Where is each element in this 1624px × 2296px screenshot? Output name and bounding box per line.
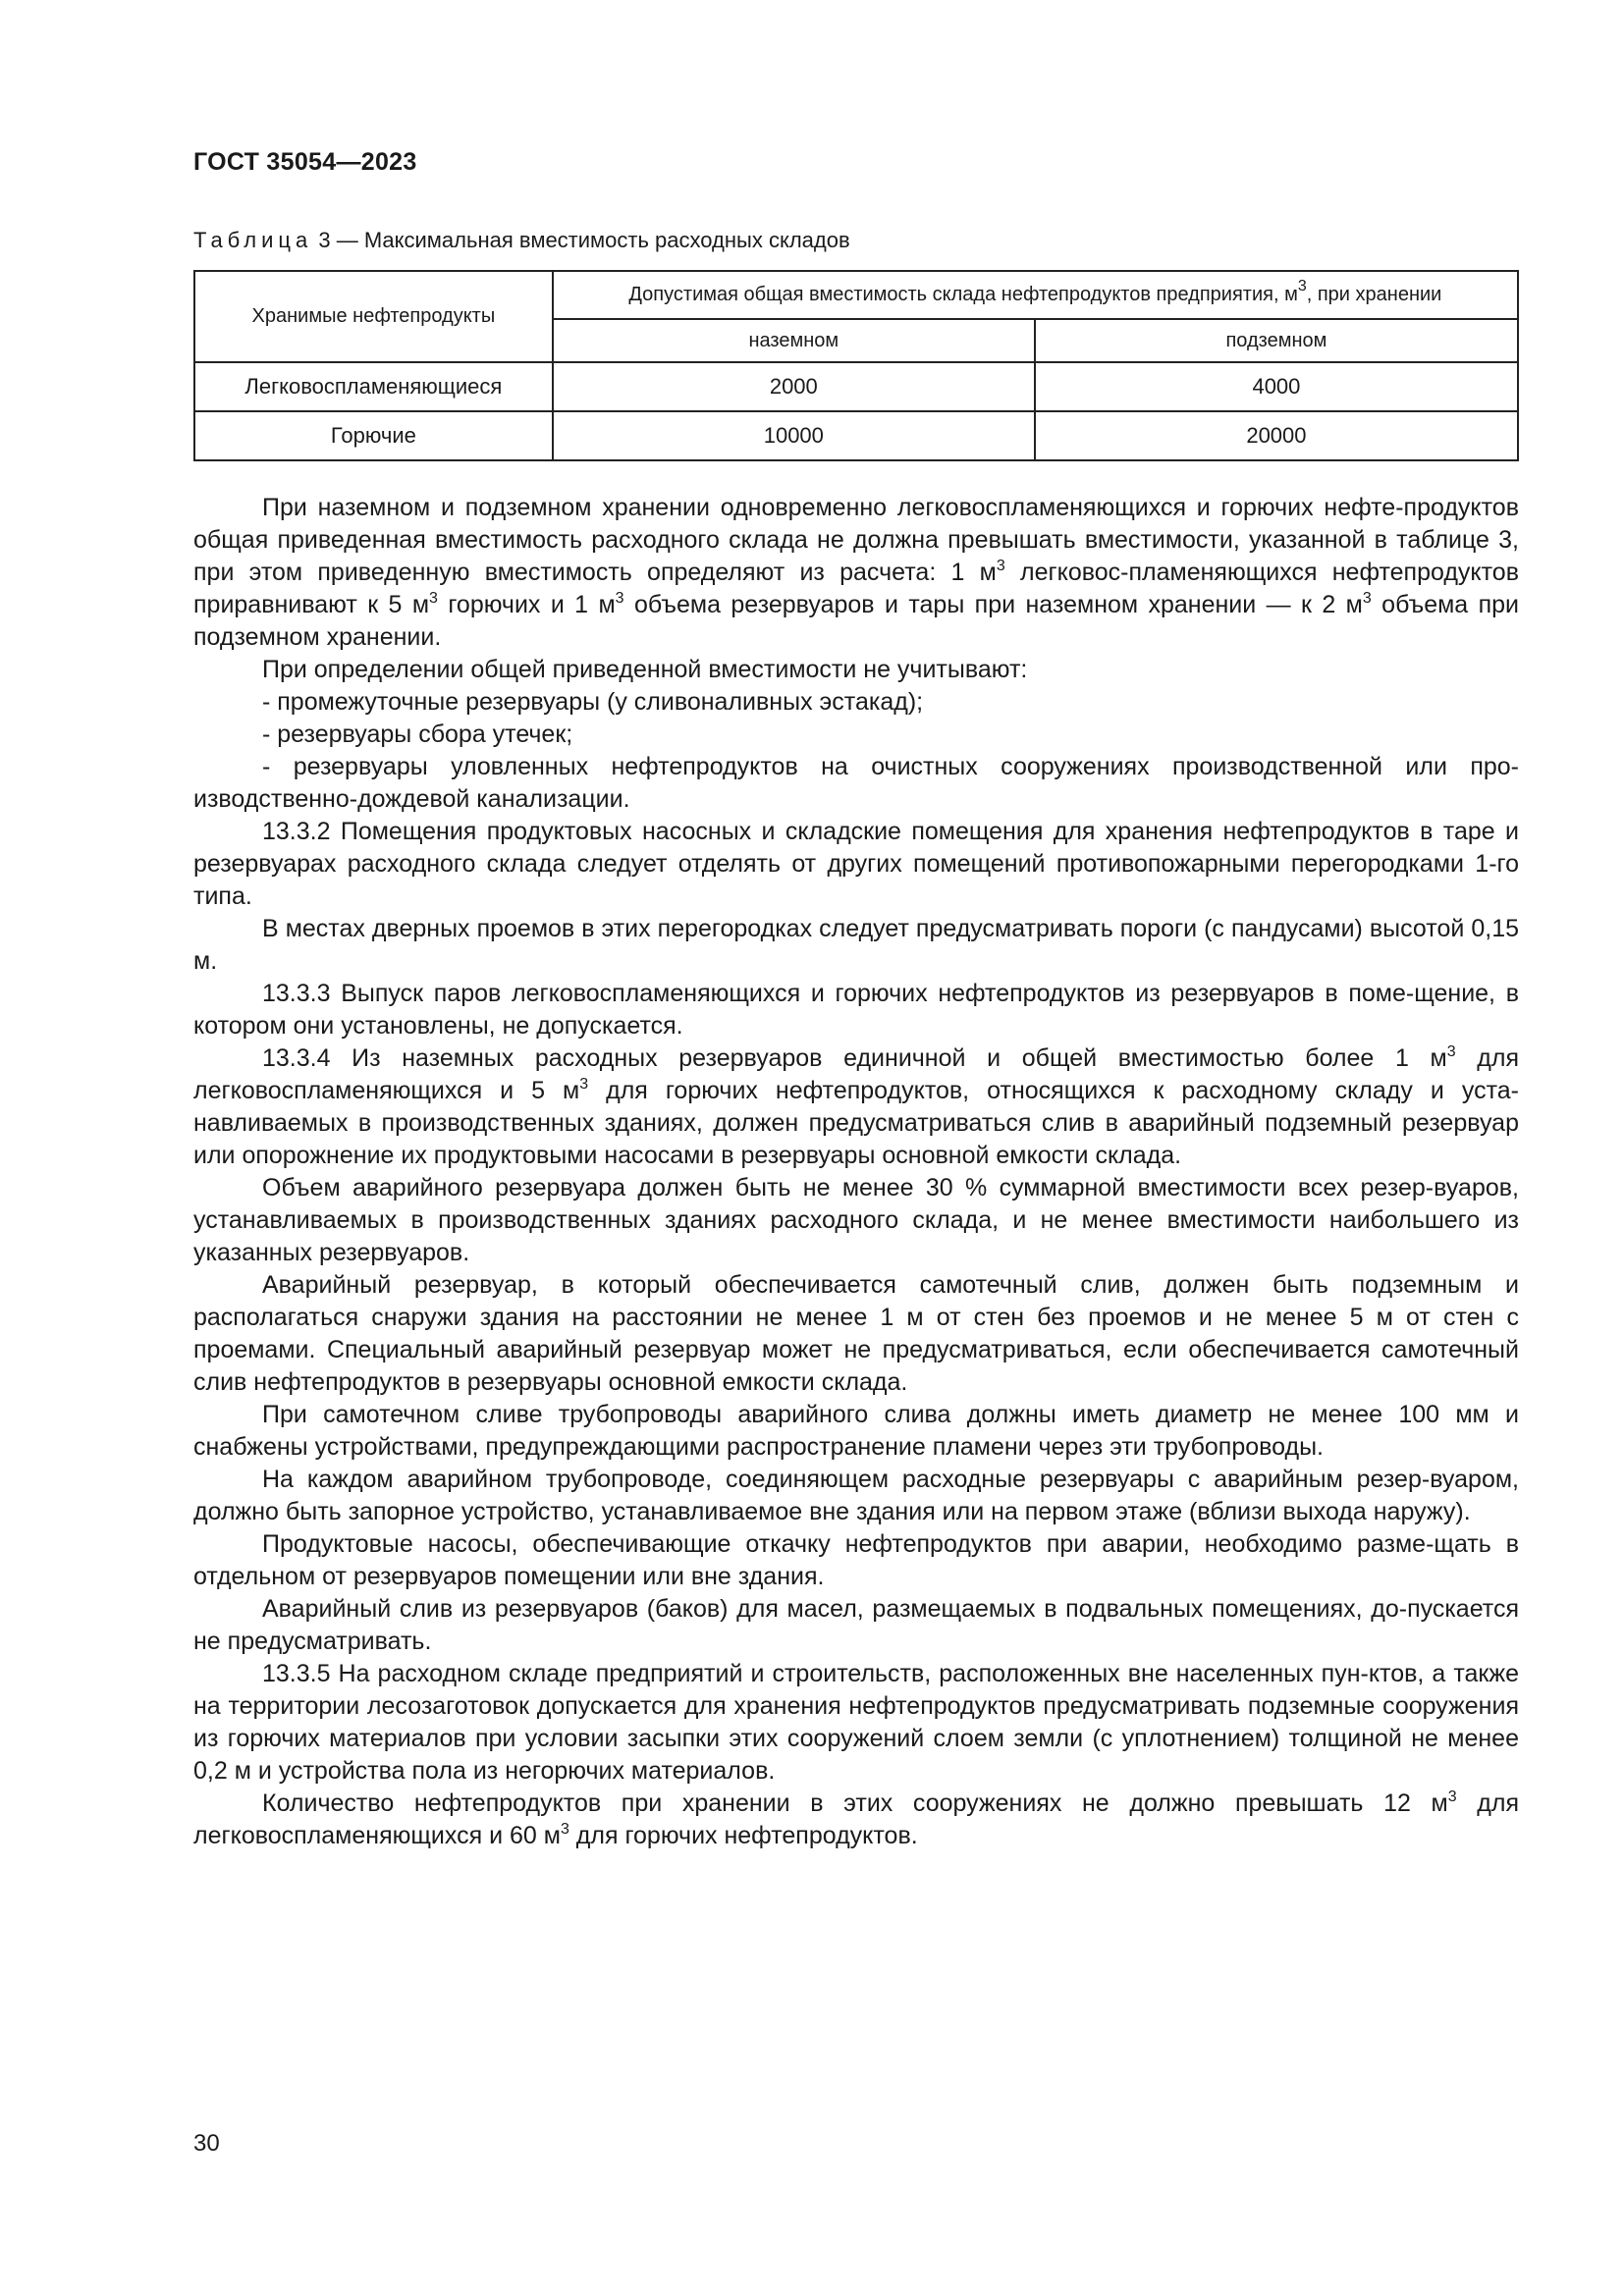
paragraph: 13.3.2 Помещения продуктовых насосных и складские помещения для хранения нефтепродуктов в таре и резервуарах расходного склада следует отделять от других помещений противопожарными перегородками 1-го типа. bbox=[193, 818, 1519, 910]
cell-under: 4000 bbox=[1035, 362, 1518, 411]
header-above-ground: наземном bbox=[553, 319, 1035, 362]
paragraph: На каждом аварийном трубопроводе, соединяющем расходные резервуары с аварийным резер-вуаром, должно быть запорное устройство, устанавливаемое вне здания или на первом этаже (вблизи выхода наружу). bbox=[193, 1466, 1519, 1525]
cell-product: Горючие bbox=[194, 411, 553, 460]
table-row bbox=[194, 411, 1518, 460]
header-allowed-capacity: Допустимая общая вместимость склада нефтепродуктов предприятия, $м^3$, при хранении bbox=[553, 271, 1518, 319]
paragraph: В местах дверных проемов в этих перегородках следует предусматривать пороги (с пандусами) высотой 0,15 м. bbox=[193, 915, 1519, 975]
paragraph: Аварийный слив из резервуаров (баков) для масел, размещаемых в подвальных помещениях, до-пускается не предусматривать. bbox=[193, 1595, 1519, 1655]
paragraph: 13.3.4 Из наземных расходных резервуаров единичной и общей вместимостью более 1 $м^3$ для легковоспламеняющихся и 5 $м^3$ для горючих нефтепродуктов, относящихся к расходному складу и уста-навливаемых в производственных зданиях, должен предусматриваться слив в аварийный подземный резервуар или опорожнение их продуктовыми насосами в резервуары основной емкости склада. bbox=[193, 1043, 1519, 1169]
table-row bbox=[194, 362, 1518, 411]
paragraph: 13.3.3 Выпуск паров легковоспламеняющихся и горючих нефтепродуктов из резервуаров в поме-щение, в котором они установлены, не допускается. bbox=[193, 980, 1519, 1040]
table-caption-text: 3 — Максимальная вместимость расходных складов bbox=[312, 228, 850, 252]
paragraph: При самотечном сливе трубопроводы аварийного слива должны иметь диаметр не менее 100 мм и снабжены устройствами, предупреждающими распространение пламени через эти трубопроводы. bbox=[193, 1401, 1519, 1461]
paragraph: При определении общей приведенной вместимости не учитывают: bbox=[262, 656, 1028, 683]
header-stored-products: Хранимые нефтепродукты bbox=[194, 271, 553, 362]
paragraph: 13.3.5 На расходном складе предприятий и строительств, расположенных вне населенных пун-ктов, а также на территории лесозаготовок допускается для хранения нефтепродуктов предусматривать подземные сооружения из горючих материалов при условии засыпки этих сооружений слоем земли (с уплотнением) толщиной не менее 0,2 м и устройства пола из негорючих материалов. bbox=[193, 1660, 1519, 1785]
list-item: - резервуары уловленных нефтепродуктов на очистных сооружениях производственной или про-изводственно-дождевой канализации. bbox=[193, 753, 1519, 813]
paragraph: Количество нефтепродуктов при хранении в этих сооружениях не должно превышать 12 $м^3$ для легковоспламеняющихся и 60 $м^3$ для горючих нефтепродуктов. bbox=[193, 1789, 1519, 1849]
table-caption-label: Таблица bbox=[193, 228, 313, 252]
paragraph: Продуктовые насосы, обеспечивающие откачку нефтепродуктов при аварии, необходимо разме-щать в отдельном от резервуаров помещении или вне здания. bbox=[193, 1530, 1519, 1590]
paragraph: При наземном и подземном хранении одновременно легковоспламеняющихся и горючих нефте-продуктов общая приведенная вместимость расходного склада не должна превышать вместимости, указанной в таблице 3, при этом приведенную вместимость определяют из расчета: 1 $м^3$ легковос-пламеняющихся нефтепродуктов приравнивают к 5 $м^3$ горючих и 1 $м^3$ объема резервуаров и тары при наземном хранении — к 2 $м^3$ объема при подземном хранении. bbox=[193, 494, 1519, 651]
page-number: 30 bbox=[193, 2130, 220, 2157]
paragraph: Объем аварийного резервуара должен быть не менее 30 % суммарной вместимости всех резер-вуаров, устанавливаемых в производственных зданиях расходного склада, и не менее вместимости наибольшего из указанных резервуаров. bbox=[193, 1174, 1519, 1266]
capacity-table bbox=[193, 270, 1519, 461]
cell-product: Легковоспламеняющиеся bbox=[194, 362, 553, 411]
cell-above: 2000 bbox=[553, 362, 1035, 411]
list-item: - промежуточные резервуары (у сливоналивных эстакад); bbox=[262, 688, 924, 716]
table-header-row bbox=[194, 271, 1518, 319]
cell-under: 20000 bbox=[1035, 411, 1518, 460]
cell-above: 10000 bbox=[553, 411, 1035, 460]
paragraph: Аварийный резервуар, в который обеспечивается самотечный слив, должен быть подземным и располагаться снаружи здания на расстоянии не менее 1 м от стен без проемов и не менее 5 м от стен с проемами. Специальный аварийный резервуар может не предусматриваться, если обеспечивается самотечный слив нефтепродуктов в резервуары основной емкости склада. bbox=[193, 1271, 1519, 1396]
table-caption bbox=[193, 228, 850, 253]
body-text bbox=[193, 492, 1519, 1852]
document-header: ГОСТ 35054—2023 bbox=[193, 148, 417, 176]
list-item: - резервуары сбора утечек; bbox=[262, 721, 573, 748]
header-underground: подземном bbox=[1035, 319, 1518, 362]
